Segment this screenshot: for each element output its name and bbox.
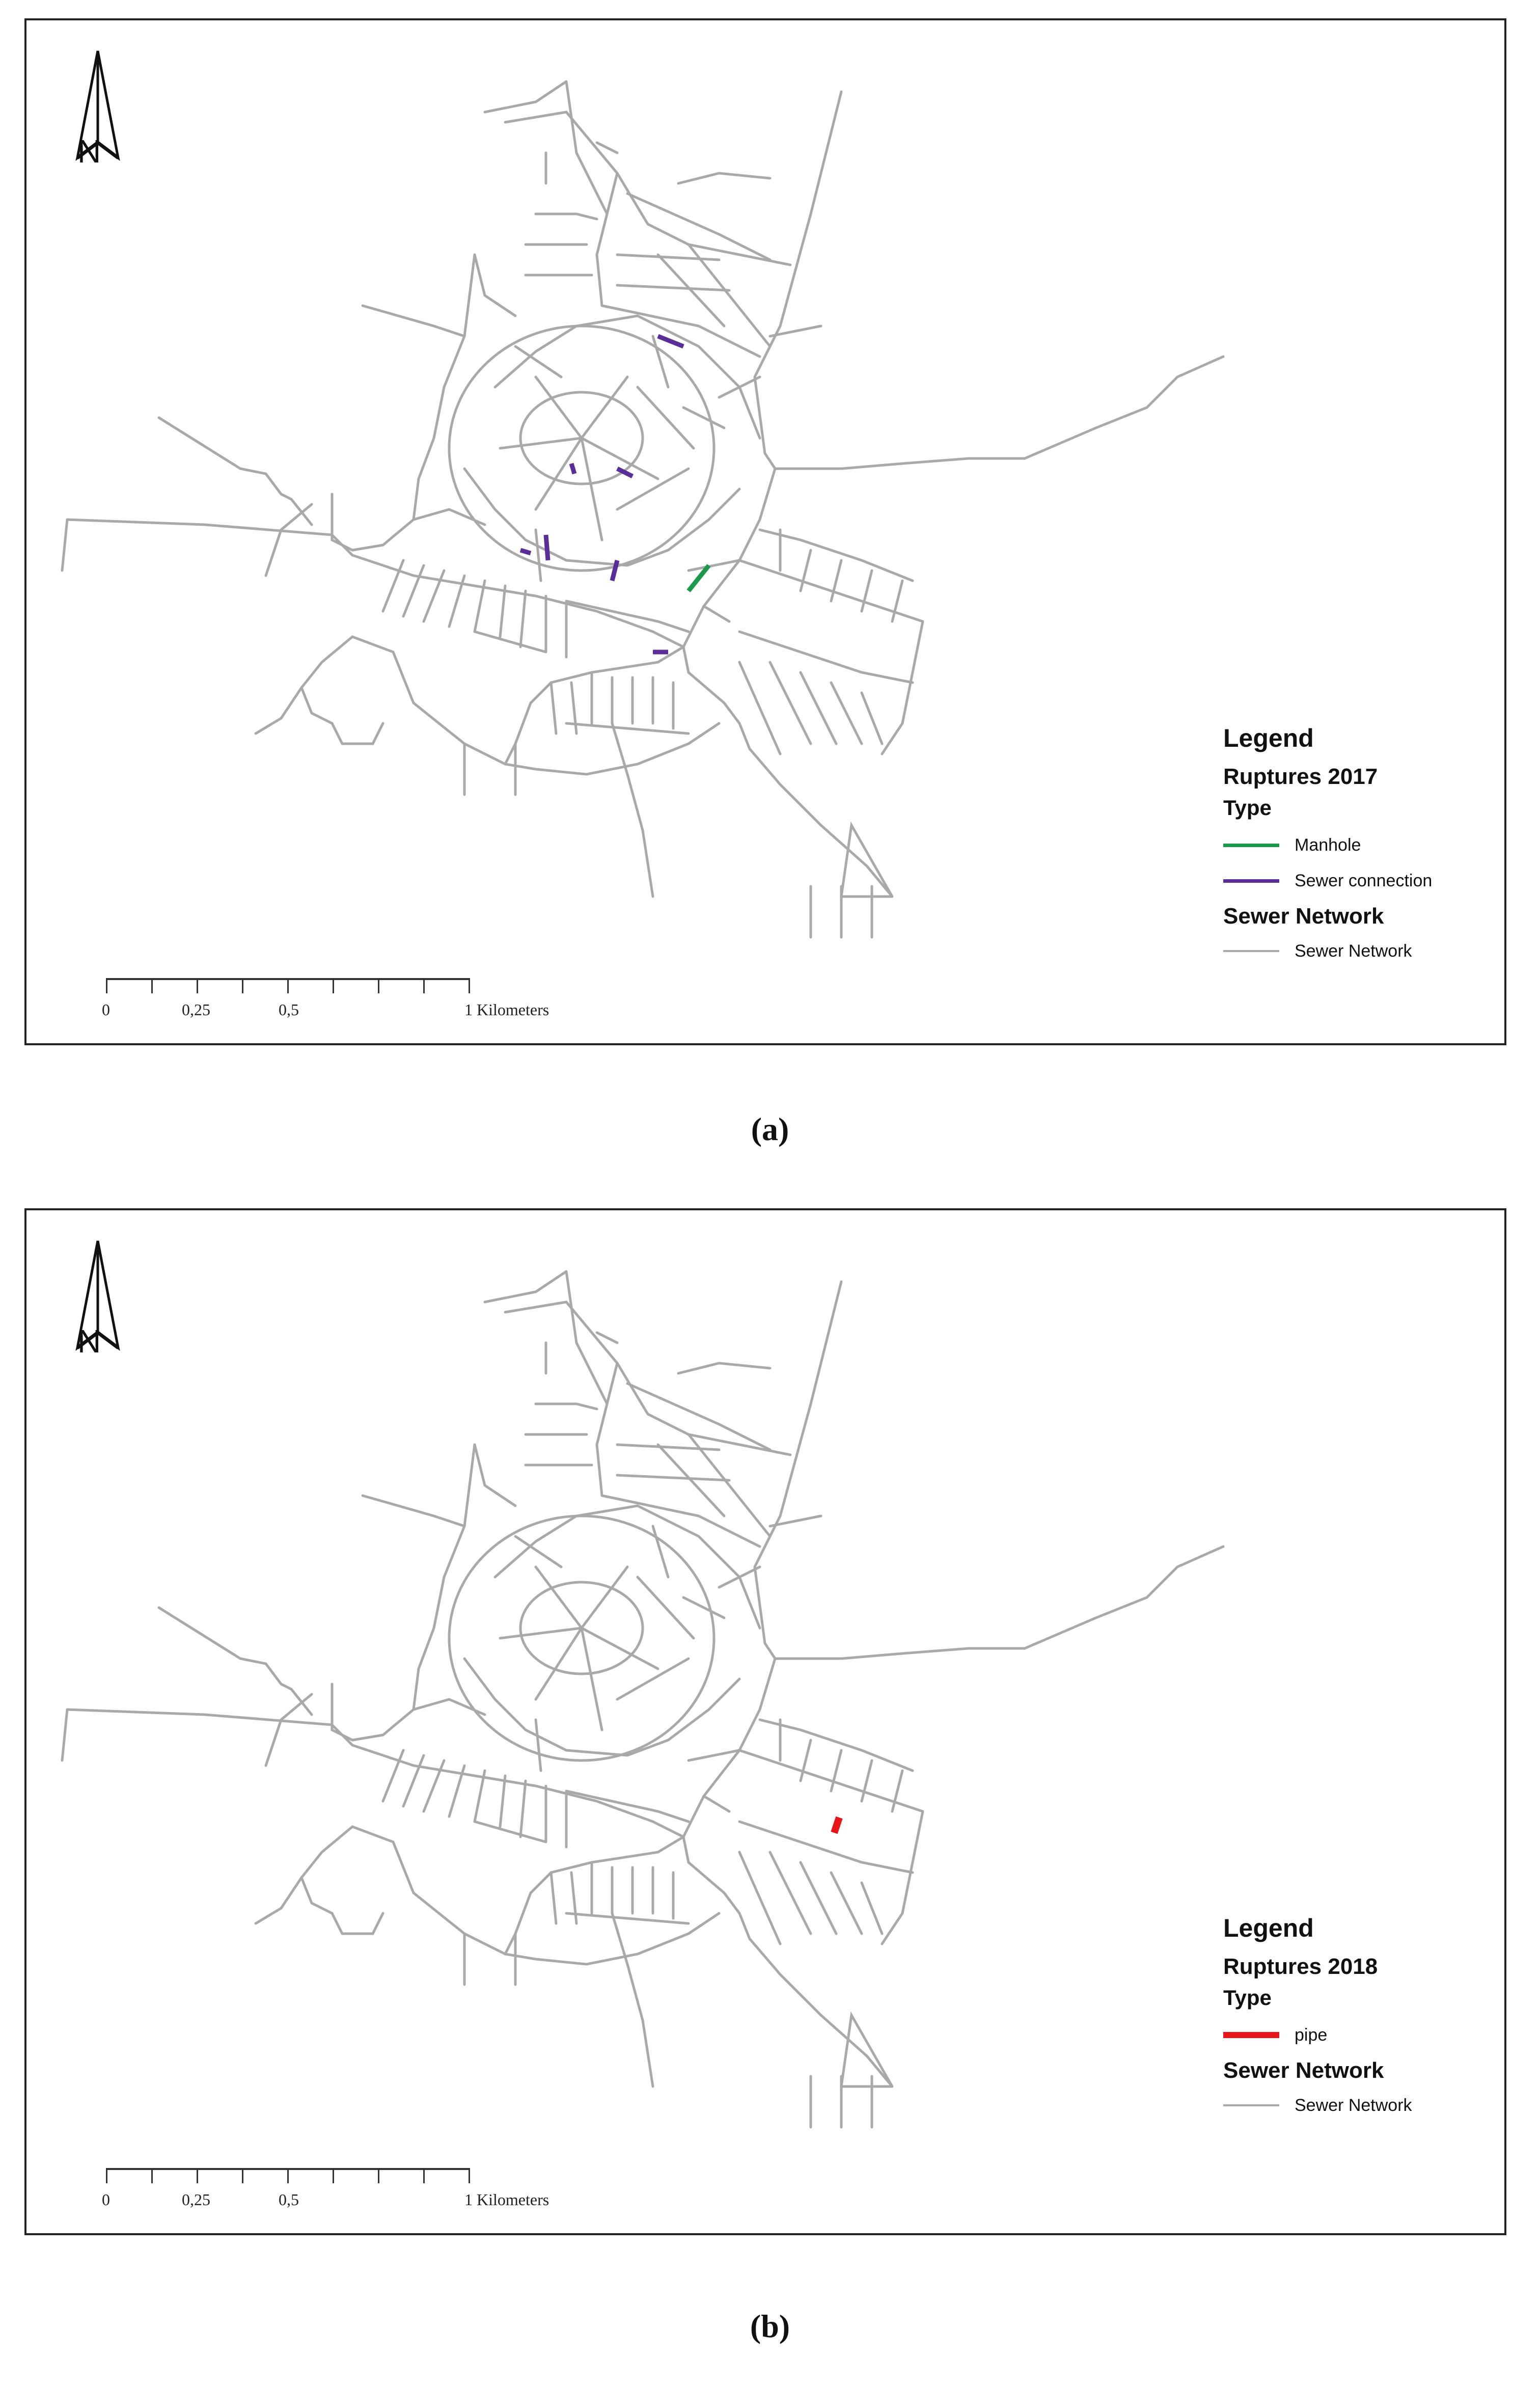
scale-tick	[333, 2168, 334, 2183]
legend-network-title: Sewer Network	[1223, 904, 1384, 929]
legend-item-manhole	[1223, 827, 1498, 863]
scale-bar	[77, 978, 549, 1034]
scale-tick	[333, 978, 334, 993]
scale-label: 0,25	[182, 1000, 210, 1019]
legend-item-network	[1223, 933, 1498, 969]
north-label: N	[77, 133, 101, 170]
scale-tick	[197, 2168, 198, 2183]
scale-tick	[287, 978, 289, 993]
legend-item-label: pipe	[1295, 2025, 1328, 2045]
rupture-sewer-connection	[520, 550, 531, 553]
scale-label: 1 Kilometers	[464, 1000, 549, 1019]
scale-tick	[151, 2168, 153, 2183]
scale-label: 0	[102, 2190, 110, 2209]
sewer-network-lines	[62, 82, 1223, 937]
legend-layer-title: Ruptures 2018	[1223, 1954, 1378, 1979]
scale-label: 0,5	[279, 2190, 299, 2209]
scale-label: 0,25	[182, 2190, 210, 2209]
legend-item-sewer-connection	[1223, 863, 1498, 899]
legend-swatch-network	[1223, 2104, 1279, 2106]
scale-tick	[106, 2168, 107, 2183]
legend-title: Legend	[1223, 1914, 1314, 1942]
rupture-sewer-connection	[571, 464, 574, 474]
scale-tick	[197, 978, 198, 993]
sewer-network-lines	[62, 1271, 1223, 2127]
scale-tick	[378, 978, 379, 993]
scale-bar	[77, 2168, 549, 2224]
legend-type-label: Type	[1223, 1986, 1272, 2010]
legend-item-pipe	[1223, 2017, 1498, 2053]
ruptures-2017	[520, 336, 709, 652]
scale-tick	[469, 978, 470, 993]
legend	[1223, 723, 1498, 969]
scale-tick	[242, 978, 243, 993]
legend-item-network	[1223, 2087, 1498, 2123]
scale-tick	[469, 2168, 470, 2183]
map-panel-a	[24, 18, 1506, 1045]
legend-swatch-sewer-connection	[1223, 879, 1279, 883]
scale-tick	[287, 2168, 289, 2183]
scale-label: 0	[102, 1000, 110, 1019]
legend-item-label: Sewer Network	[1295, 2095, 1412, 2115]
north-label: N	[77, 1323, 101, 1360]
scale-tick	[106, 978, 107, 993]
caption-a: (a)	[751, 1111, 789, 1147]
scale-tick	[242, 2168, 243, 2183]
caption-b: (b)	[750, 2308, 790, 2344]
legend	[1223, 1913, 1498, 2123]
legend-layer-title: Ruptures 2017	[1223, 764, 1378, 789]
scale-tick	[378, 2168, 379, 2183]
legend-type-label: Type	[1223, 796, 1272, 820]
scale-label: 1 Kilometers	[464, 2190, 549, 2209]
map-panel-b	[24, 1208, 1506, 2235]
legend-swatch-network	[1223, 950, 1279, 952]
scale-tick	[423, 978, 425, 993]
legend-item-label: Manhole	[1295, 835, 1361, 855]
scale-tick	[151, 978, 153, 993]
legend-title: Legend	[1223, 724, 1314, 752]
rupture-pipe	[834, 1818, 839, 1833]
ruptures-2018	[834, 1818, 839, 1833]
legend-network-title: Sewer Network	[1223, 2058, 1384, 2083]
scale-label: 0,5	[279, 1000, 299, 1019]
legend-swatch-pipe	[1223, 2032, 1279, 2038]
scale-tick	[423, 2168, 425, 2183]
rupture-sewer-connection	[546, 535, 548, 560]
legend-item-label: Sewer Network	[1295, 941, 1412, 961]
legend-item-label: Sewer connection	[1295, 871, 1433, 890]
legend-swatch-manhole	[1223, 844, 1279, 847]
